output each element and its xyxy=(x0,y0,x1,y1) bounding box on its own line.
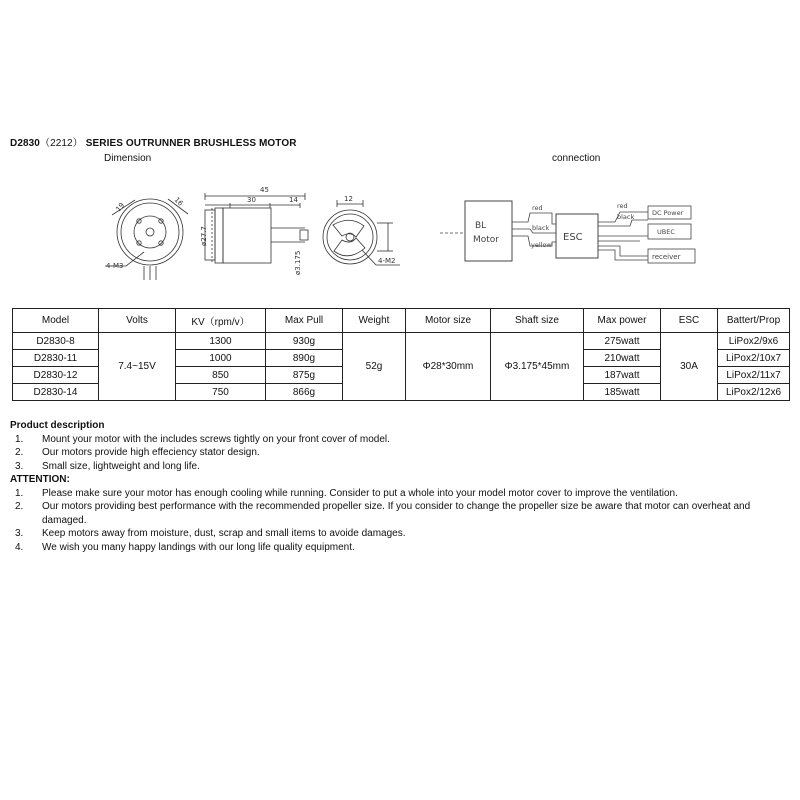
header-esc: ESC xyxy=(661,309,718,333)
cell-power: 275watt xyxy=(584,333,661,350)
dim-12: 12 xyxy=(344,195,353,203)
dim-16: 16 xyxy=(172,195,185,208)
header-kv: KV（rpm/v） xyxy=(176,309,266,333)
dimension-drawing xyxy=(95,180,405,280)
list-item: 1. Please make sure your motor has enough cooling while running. Consider to put a whole into your model motor cover to improve the ventilation. xyxy=(15,487,678,499)
cell-pull: 875g xyxy=(266,367,343,384)
list-item: 1. Mount your motor with the includes screws tightly on your front cover of model. xyxy=(15,433,390,445)
header-weight: Weight xyxy=(343,309,406,333)
rear-view xyxy=(323,200,400,265)
dim-4m3: 4-M3 xyxy=(106,262,124,270)
table-header-row xyxy=(13,309,790,333)
cell-power: 187watt xyxy=(584,367,661,384)
header-max-power: Max power xyxy=(584,309,661,333)
list-item: 2. Our motors provide high effeciency stator design. xyxy=(15,447,260,458)
bl-motor-box xyxy=(465,201,512,261)
cell-weight: 52g xyxy=(343,333,406,401)
cell-volts: 7.4~15V xyxy=(99,333,176,401)
wire-black-out: black xyxy=(617,213,635,221)
dim-19: 19 xyxy=(114,201,127,214)
title-series: SERIES OUTRUNNER BRUSHLESS MOTOR xyxy=(82,138,297,149)
dim-3-175: ø3.175 xyxy=(294,250,302,275)
bl-motor-line2: Motor xyxy=(473,235,500,245)
cell-shaft-size: Φ3.175*45mm xyxy=(491,333,584,401)
connection-label: connection xyxy=(552,153,601,164)
cell-kv: 750 xyxy=(176,384,266,401)
cell-motor-size: Φ28*30mm xyxy=(406,333,491,401)
cell-power: 210watt xyxy=(584,350,661,367)
cell-pull: 866g xyxy=(266,384,343,401)
esc-label: ESC xyxy=(563,232,583,243)
connection-diagram xyxy=(435,190,700,275)
description-section xyxy=(10,419,794,554)
dim-45: 45 xyxy=(260,186,269,194)
header-max-pull: Max Pull xyxy=(266,309,343,333)
wire-red-in: red xyxy=(532,204,543,212)
ubec-label: UBEC xyxy=(657,228,675,236)
wire-black-in: black xyxy=(532,224,550,232)
header-model: Model xyxy=(13,309,99,333)
list-item-text: Mount your motor with the includes screws tightly on your front cover of model. xyxy=(42,433,390,445)
cell-esc: 30A xyxy=(661,333,718,401)
attention-heading: ATTENTION: xyxy=(10,474,70,485)
list-item: 2. Our motors providing best performance with the recommended propeller size. If you consider to change the propeller size be aware that motor can overheat and damaged. xyxy=(15,501,751,526)
cell-model: D2830-14 xyxy=(13,384,99,401)
header-motor-size: Motor size xyxy=(406,309,491,333)
cell-prop: LiPox2/11x7 xyxy=(718,367,790,384)
dc-power-label: DC Power xyxy=(652,209,684,217)
table-row xyxy=(13,333,790,350)
receiver-label: receiver xyxy=(652,253,681,261)
cell-power: 185watt xyxy=(584,384,661,401)
cell-pull: 930g xyxy=(266,333,343,350)
description-heading: Product description xyxy=(10,420,105,431)
cell-prop: LiPox2/12x6 xyxy=(718,384,790,401)
title-variant: （2212） xyxy=(39,138,83,149)
description-list xyxy=(10,433,794,474)
attention-list xyxy=(10,487,794,555)
wire-red-out: red xyxy=(617,202,628,210)
cell-model: D2830-8 xyxy=(13,333,99,350)
header-shaft-size: Shaft size xyxy=(491,309,584,333)
spec-table xyxy=(12,308,790,401)
bl-motor-line1: BL xyxy=(475,221,487,231)
dim-30: 30 xyxy=(247,196,256,204)
cell-prop: LiPox2/9x6 xyxy=(718,333,790,350)
dimension-label: Dimension xyxy=(104,153,152,164)
list-item-text: Keep motors away from moisture, dust, scrap and small items to avoide damages. xyxy=(42,528,406,539)
page-title xyxy=(10,134,297,149)
list-item: 3. Small size, lightweight and long life. xyxy=(15,460,200,472)
dim-14: 14 xyxy=(289,196,298,204)
cell-model: D2830-12 xyxy=(13,367,99,384)
dim-4m2: 4-M2 xyxy=(378,257,396,265)
header-battery-prop: Battert/Prop xyxy=(718,309,790,333)
cell-model: D2830-11 xyxy=(13,350,99,367)
cell-kv: 1300 xyxy=(176,333,266,350)
dim-27-7: ø27.7 xyxy=(200,226,208,246)
cell-pull: 890g xyxy=(266,350,343,367)
header-volts: Volts xyxy=(99,309,176,333)
wire-yellow-in: yellow xyxy=(531,241,552,249)
title-model: D2830 xyxy=(10,138,40,149)
cell-kv: 850 xyxy=(176,367,266,384)
list-item: 3. Keep motors away from moisture, dust, scrap and small items to avoide damages. xyxy=(15,528,406,539)
list-item-text: Please make sure your motor has enough cooling while running. Consider to put a whole into your model motor cover to improve the ventilation. xyxy=(42,487,678,499)
list-item-text: We wish you many happy landings with our long life quality equipment. xyxy=(42,541,355,553)
list-item-text: Our motors provide high effeciency stator design. xyxy=(42,447,260,458)
cell-kv: 1000 xyxy=(176,350,266,367)
list-item-text: Small size, lightweight and long life. xyxy=(42,460,200,472)
list-item: 4. We wish you many happy landings with our long life quality equipment. xyxy=(15,541,355,553)
cell-prop: LiPox2/10x7 xyxy=(718,350,790,367)
list-item-text: Our motors providing best performance with the recommended propeller size. If you consider to change the propeller size be aware that motor can overheat and damaged. xyxy=(42,501,751,526)
